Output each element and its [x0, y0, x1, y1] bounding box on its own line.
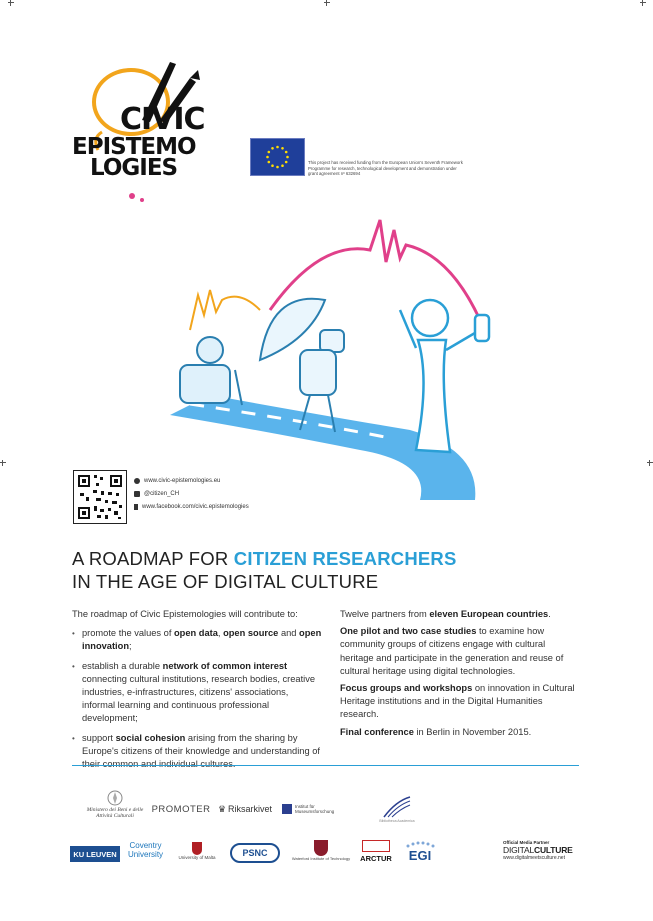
partner-logo-ku-leuven: KU LEUVEN [70, 846, 120, 862]
project-logo [72, 58, 232, 203]
media-partner-url[interactable]: www.digitalmeetsculture.net [503, 855, 565, 861]
right-para-pilot: One pilot and two case studies to examine how community groups of citizens engage with cultural heritage and participate in the generation and reuse of cultural heritage using digital technologies. [340, 626, 564, 676]
media-partner-name: DIGITALCULTURE [503, 845, 573, 855]
contact-website-text: www.civic-epistemologies.eu [144, 478, 221, 484]
headline [72, 547, 457, 593]
contact-twitter-text: @citizen_CH [144, 491, 180, 497]
institute-icon [282, 804, 292, 814]
contact-facebook-text: www.facebook.com/civic.epistemologies [142, 504, 249, 510]
headline-highlight: CITIZEN RESEARCHERS [233, 548, 457, 569]
crest-icon [314, 840, 328, 856]
library-arcs-icon [382, 795, 412, 819]
list-item: • promote the values of open data, open source and open innovation; [72, 627, 322, 653]
partner-logo-waterford: Waterford Institute of Technology [286, 830, 356, 870]
contact-website[interactable] [134, 478, 220, 484]
crop-mark [640, 0, 646, 6]
list-item: • establish a durable network of common interest connecting cultural institutions, research bodies, creative industries, e-infrastructures, citizens' associations, informal learning and continuous professional development; [72, 660, 322, 726]
media-partner [503, 840, 583, 861]
right-para-focus: Focus groups and workshops on innovation in Cultural Heritage institutions and in the Digital Humanities research. [340, 683, 575, 720]
partner-logo-museumsforschung: Institut für Museumsforschung [282, 800, 352, 818]
qr-code[interactable] [73, 470, 127, 524]
shield-icon [192, 842, 202, 855]
roadmap-list [72, 627, 322, 771]
partner-logo-coventry: Coventry University [127, 841, 164, 859]
egi-dots-icon [405, 840, 435, 848]
eu-stars-icon [251, 139, 304, 175]
right-para-partners: Twelve partners from eleven European countries. [340, 609, 551, 619]
crop-mark [324, 0, 330, 6]
globe-icon [134, 478, 140, 484]
headline-prefix: A ROADMAP FOR [72, 548, 234, 569]
media-partner-label: Official Media Partner [503, 840, 550, 845]
logo-word-civic: CIVIC [120, 102, 205, 137]
citizen-researchers-illustration [150, 200, 530, 520]
divider [72, 765, 579, 766]
left-intro: The roadmap of Civic Epistemologies will contribute to: [72, 609, 298, 619]
left-column [72, 608, 322, 771]
crown-icon: ♛ [217, 803, 227, 814]
partner-logo-promoter: PROMOTER [151, 803, 211, 815]
crop-mark [647, 460, 653, 466]
facebook-icon [134, 504, 138, 510]
crop-mark [0, 460, 6, 466]
partner-logo-library: Bibliotheca Academica [362, 792, 432, 826]
right-column [340, 608, 580, 743]
partner-logo-ministero: Ministero dei Beni e delle Attività Culturali [80, 782, 150, 826]
qr-code-pattern [74, 471, 126, 523]
list-item: • support social cohesion arising from the sharing by Europe's citizens of their knowledge and understanding of [72, 732, 322, 772]
emblem-icon [106, 789, 124, 807]
twitter-icon [134, 491, 140, 497]
logo-word-epistemo: EPISTEMO [72, 134, 196, 160]
partner-logo-malta: University of Malta [172, 836, 222, 866]
arctur-mark-icon [362, 840, 390, 852]
crop-mark [8, 0, 14, 6]
contact-twitter[interactable] [134, 491, 179, 497]
eu-flag [250, 138, 305, 176]
partner-logo-psnc: PSNC [230, 843, 280, 863]
partner-logo-riksarkivet: ♛ Riksarkivet [217, 803, 273, 814]
logo-word-logies: LOGIES [90, 155, 178, 181]
contact-facebook[interactable] [134, 504, 249, 510]
eu-funding-note: This project has received funding from the European Union's Seventh Framework Programme for research, technological development and demonstration under grant agreement nº 632694 [308, 160, 463, 177]
partner-logo-egi: EGI [400, 836, 440, 866]
partner-logo-arctur: ARCTUR [357, 834, 395, 868]
headline-line2: IN THE AGE OF DIGITAL CULTURE [72, 571, 379, 592]
right-para-conference: Final conference in Berlin in November 2015. [340, 726, 532, 737]
